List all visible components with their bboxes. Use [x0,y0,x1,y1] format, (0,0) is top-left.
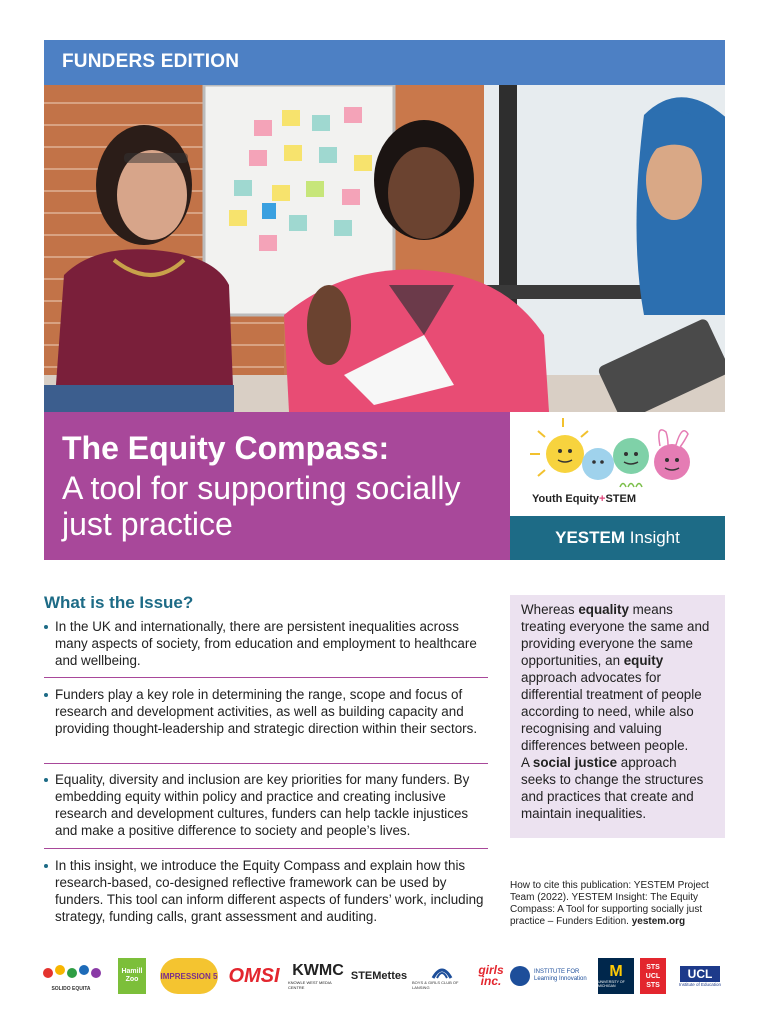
logo-tagline: Youth Equity+STEM [532,493,637,505]
cover-photo [44,85,725,412]
svg-text:SOLIDO EQUITA: SOLIDO EQUITA [51,986,91,992]
title-panel [44,412,510,560]
section-heading: What is the Issue? [44,593,194,612]
partner-logo-stemettes: STEMettes [350,970,408,982]
bullet-icon [44,864,48,868]
bgc-hands-icon [431,962,453,980]
yestem-logo [510,412,725,516]
page-subtitle: A tool for supporting socially just practice [62,470,461,542]
equity-definition: Whereas equality means treating everyone the same and providing everyone the same opportunities, an equity approach advocates for differential treatment of people according to need, while also recognising and valuing differences between people. [521,602,710,753]
partner-logo-kwmc: KWMC KNOWLE WEST MEDIA CENTRE [288,962,344,990]
bullet-item: In this insight, we introduce the Equity Compass and explain how this research-based, co-designed reflective framework can be used by funders. This tool can inform different aspects of funders’ work, including strategy, funding calls, grant assessment and auditing. [44,857,488,925]
bullet-item: In the UK and internationally, there are persistent inequalities across many aspects of society, from education and employment to healthcare and wellbeing. [44,618,488,669]
divider [44,763,488,764]
partner-logo-girls-inc: girls inc. [478,963,504,988]
citation-link[interactable]: yestem.org [631,916,686,927]
partner-logo-ili: INSTITUTE FOR Learning Innovation [510,958,592,994]
insight-label-panel [510,516,725,560]
social-justice-definition: A social justice approach seeks to change the structures and practices that create and maintain inequalities. [521,755,704,821]
yestem-faces-icon [510,412,725,516]
partner-logo-sts: STS UCL STS [640,958,666,994]
partner-logo-omsi: OMSI [228,964,280,987]
citation: How to cite this publication: YESTEM Project Team (2022). YESTEM Insight: The Equity Compass: A Tool for supporting socially just practice – Funders Edition. yestem.org [510,880,709,927]
partner-logo-umich: M UNIVERSITY OF MICHIGAN [598,958,634,994]
partner-logo-zoo: Hamill Zoo [118,958,146,994]
partner-logo-bgc: BOYS & GIRLS CLUB OF LANSING [412,958,472,994]
definition-sidebar [510,595,725,838]
partner-logo [40,958,102,994]
divider [44,677,488,678]
bullet-icon [44,693,48,697]
bullet-icon [44,625,48,629]
solido-logo-icon [40,958,102,994]
page-title: The Equity Compass: [62,430,390,466]
edition-label: FUNDERS EDITION [62,51,240,72]
partner-logo-impression5: IMPRESSION 5 [160,958,218,994]
partner-logos [40,958,730,998]
bullet-item: Funders play a key role in determining the range, scope and focus of research and development activities, as well as building capacity and providing thought-leadership and strategic direction within their sectors. [44,686,488,737]
bullet-item: Equality, diversity and inclusion are key priorities for many funders. By embedding equity within policy and practice and creating inclusive research and development cultures, funders can help tackle injustices and make a positive difference to society and people’s lives. [44,771,488,839]
insight-label: YESTEM Insight [555,528,680,547]
ili-icon [510,966,530,986]
edition-banner [44,40,725,85]
bullet-icon [44,778,48,782]
partner-logo-ucl: UCL Institute of Education [678,966,722,987]
divider [44,848,488,849]
